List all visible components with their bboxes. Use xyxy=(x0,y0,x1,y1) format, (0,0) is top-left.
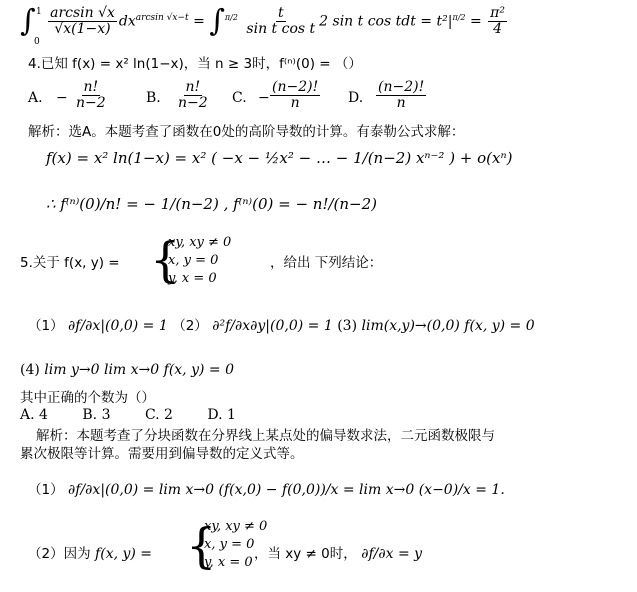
integral-sign: ∫ xyxy=(20,3,36,39)
q5-stem-suffix: ，给出 下列结论： xyxy=(270,255,383,271)
q5-brace: { xyxy=(150,232,181,288)
q5-options: A. 4 B. 3 C. 2 D. 1 xyxy=(20,407,236,423)
q5-stem-prefix: 5.关于 f(x, y) = xyxy=(20,255,120,271)
integral-bottom: 0 xyxy=(34,37,40,47)
q5-count-question: 其中正确的个数为（） xyxy=(20,390,155,406)
q5-answer-cases: xy, xy ≠ 0 x, y = 0 y, x = 0 xyxy=(204,519,268,570)
result-fraction: $\frac{\text{π²}}{4}$ xyxy=(490,5,505,37)
q5-analysis-line2: 累次极限等计算。需要用到偏导数的定义式等。 xyxy=(20,446,304,462)
q5-analysis-line1: 解析：本题考查了分块函数在分界线上某点处的偏导数求法，二元函数极限与 xyxy=(36,428,495,444)
q5-answer-2-prefix: （2）因为 f(x, y) = xyxy=(28,546,153,562)
q4-conclusion: ∴ f⁽ⁿ⁾(0)/n! = − 1/(n−2) , f⁽ⁿ⁾(0) = − n!/(n−2) xyxy=(46,195,378,213)
q5-statements-row1: （1） ∂f/∂x|(0,0) = 1 （2） ∂²f/∂x∂y|(0,0) = 1 (3) lim(x,y)→(0,0) f(x, y) = 0 xyxy=(28,318,535,334)
second-fraction: $\frac{t}{\text{sin t cos t}}$ xyxy=(246,5,316,37)
integrand-fraction: $\frac{\arcsin √x}{√x(1-x)}$ xyxy=(50,5,115,37)
q4-taylor: f(x) = x² ln(1−x) = x² ( −x − ½x² − … − 1/(n−2) xⁿ⁻² ) + o(xⁿ) xyxy=(46,149,513,167)
q5-answer-1: （1） ∂f/∂x|(0,0) = lim x→0 (f(x,0) − f(0,0))/x = lim x→0 (x−0)/x = 1. xyxy=(28,482,505,498)
q4-stem: 4.已知 f(x) = x² ln(1−x)，当 n ≥ 3时，f⁽ⁿ⁾(0) = （） xyxy=(28,56,362,72)
q4-analysis: 解析：选A。本题考查了函数在0处的高阶导数的计算。有泰勒公式求解： xyxy=(28,124,465,140)
option-d-fraction: $\frac{(n-2)!}{n}$ xyxy=(378,79,425,111)
option-c-fraction: $\frac{(n-2)!}{n}$ xyxy=(272,79,319,111)
q5-cases: xy, xy ≠ 0 x, y = 0 y, x = 0 xyxy=(168,235,232,286)
option-b-fraction: $\frac{n!}{n-2}$ xyxy=(178,79,208,111)
q5-answer-2-suffix: ，当 xy ≠ 0时， ∂f/∂x = y xyxy=(254,546,423,562)
integral-line: ∫ 1 0 $\frac{\arcsin √x}{√x(1-x)}$ $dx^{arcsin √x-t} = \int^{\pi/2}$ $\frac{t}{\text{sin t cos t}}$ 2 sin t cos tdt = $t^2|^{\pi/2}$ = $\frac{\text{π²}}{4}$ xyxy=(20,6,509,37)
q5-statement-4: (4) lim y→0 lim x→0 f(x, y) = 0 xyxy=(20,362,234,378)
option-a-fraction: $\frac{n!}{n-2}$ xyxy=(76,79,106,111)
integral-top: 1 xyxy=(36,7,42,17)
q5-answer-brace: { xyxy=(186,518,217,574)
